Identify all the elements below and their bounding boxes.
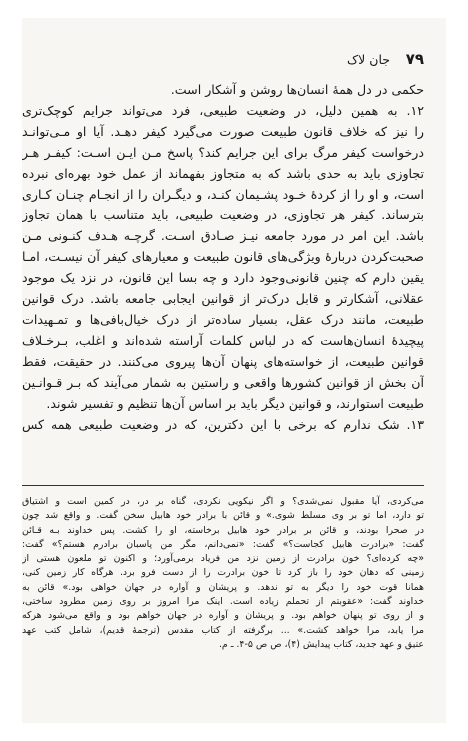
body-text — [22, 80, 424, 435]
body-line: است، و او را از کردهٔ خـود پشـیمان کنـد، و دیگـران را از انجـام چنـان کـاری — [22, 186, 424, 202]
footnote-line: می‌کردی، آیا مقبول نمی‌شدی؟ و اگر نیکویی نکردی، گناه بر در، در کمین است و اشتیاق — [22, 496, 424, 507]
paragraph-13-start: ۱۳. شک ندارم که برخی با این دکترین، که در وضعیت طبیعی همه کس — [22, 416, 424, 432]
paragraph-12-start: ۱۲. به همین دلیل، در وضعیت طبیعی، فرد می‌تواند جرایم کوچک‌تری — [22, 102, 424, 118]
footnote-line: همانا قوت خود را دیگر به تو ندهد. و پریشان و آواره در جهان خواهی بود.» قائن به — [22, 581, 424, 593]
footnote-line: «چه کرده‌ای؟ خون برادرت از زمین نزد من فریاد برمی‌آورد؛ و اکنون تو ملعون هستی از — [22, 553, 424, 565]
footnote-line: خداوند گفت: «عقوبتم از تحملم زیاده است. اینک مرا امروز بر روی زمین مطرود ساختی، — [22, 596, 424, 608]
footnote-line: تو دارد، اما تو بر وی مسلط شوی.» و قائن با برادر خود هابیل سخن گفت. و واقع شد چون — [22, 510, 424, 522]
running-head: جان لاک — [346, 52, 390, 67]
footnote-line: عتیق و عهد جدید، کتاب پیدایش (۴)، ص ص ۵-۴. ـ م. — [218, 638, 424, 650]
body-line: طبیعت استوارند، و قوانین دیگر باید بر اساس آن‌ها تنظیم و تفسیر شوند. — [46, 395, 424, 411]
page-header — [22, 50, 424, 72]
footnote-line: گفت: «برادرت هابیل کجاست؟» گفت: «نمی‌دانم، مگر من پاسبان برادرم هستم؟» گفت: — [22, 538, 424, 550]
footnote-block — [22, 495, 424, 652]
body-line: عقلانی، آشکارتر و قابل درک‌تر از قوانین ایجابی جامعه باشد. درک قوانین — [22, 291, 424, 307]
footnote-line: زمینی که دهان خود را باز کرد تا خون برادرت را از دست فرو برد. هرگاه کار زمین کنی، — [22, 567, 424, 579]
footnote-separator — [22, 485, 424, 486]
body-line: درخواست کیفر مرگ برای این جرایم کند؟ پاسخ مـن ایـن اسـت: کیفـر هـر — [22, 144, 424, 160]
body-line: تجاوزی باید به حدی باشد که به متجاوز بفهماند از عمل خود بهره‌ای نبرده — [22, 165, 424, 181]
footnote-line: مرا یابد، مرا خواهد کشت.» ... برگرفته از کتاب مقدس (ترجمهٔ قدیم)، شامل کتب عهد — [22, 624, 424, 636]
body-line: پیچیدهٔ انسان‌هاست که در لباس کلمات آراسته شده‌اند و اغلب، بـرخـلاف — [22, 332, 424, 348]
footnote-line: و از روی تو پنهان خواهم بود. و پریشان و آواره در جهان خواهم بود و واقع می‌شود هرکه — [22, 610, 424, 622]
body-line: باشد. این امر در مورد جامعه نیـز صـادق اسـت. گرچـه هـدف کنـونی مـن — [22, 228, 424, 244]
body-line: یقین دارم که چنین قانونی‌وجود دارد و چه بسا این قانون، در نزد یک موجود — [22, 270, 424, 286]
body-line: را نیز که خلاف قانون طبیعت صورت می‌گیرد کیفر دهـد. آیا او مـی‌توانـد — [22, 123, 424, 139]
footnote-line: در صحرا بودند، و قائن بر برادر خود هابیل برخاسته، او را کشت. پس خداوند بـه قـائن — [22, 524, 424, 536]
body-line: صحبت‌کردن دربارهٔ ویژگی‌های قانون طبیعت و معیارهای کیفر آن نیسـت، امـا — [22, 249, 424, 265]
page-number: ۷۹ — [405, 50, 424, 68]
body-line: طبیعت، مانند درک عقل، بسیار ساده‌تر از درک خیال‌بافی‌ها و تمـهیدات — [22, 311, 424, 327]
body-line: آن بخش از قوانین کشورها واقعی و راستین به شمار می‌آیند که بـر قـوانـین — [22, 374, 424, 390]
body-line: قوانین طبیعت، از خواسته‌های پنهان آن‌ها پیروی می‌کنند. در حقیقت، فقط — [22, 353, 424, 369]
body-line: بترساند. کیفر هر تجاوزی، در وضعیت طبیعی، باید متناسب با همان تجاوز — [22, 207, 424, 223]
body-line: حکمی در دل همهٔ انسان‌ها روشن و آشکار است. — [170, 82, 424, 97]
